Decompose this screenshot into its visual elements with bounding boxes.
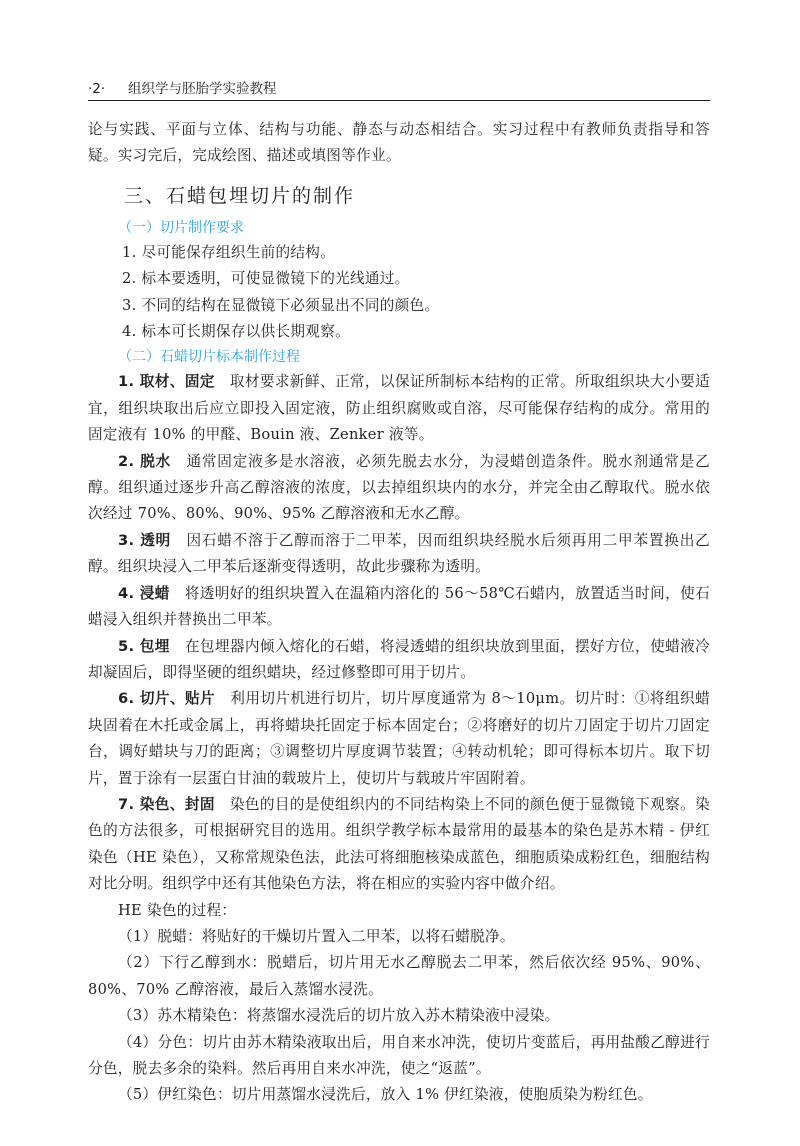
subsection-title-1: （一）切片制作要求 bbox=[118, 219, 244, 236]
book-title: 组织学与胚胎学实验教程 bbox=[128, 81, 277, 97]
he-step: （2）下行乙醇到水：脱蜡后，切片用无水乙醇脱去二甲苯，然后依次经 95%、90%、80%、70% 乙醇溶液，最后入蒸馏水浸洗。 bbox=[88, 954, 710, 998]
step-text: 因石蜡不溶于乙醇而溶于二甲苯，因而组织块经脱水后须再用二甲苯置换出乙醇。组织块浸入二甲苯后逐渐变得透明，故此步骤称为透明。 bbox=[88, 531, 710, 576]
requirement-item: 3. 不同的结构在显微镜下必须显出不同的颜色。 bbox=[122, 296, 440, 314]
procedure-step bbox=[88, 449, 710, 528]
procedure-step bbox=[88, 528, 710, 581]
subsection-title-2: （二）石蜡切片标本制作过程 bbox=[118, 349, 300, 366]
step-text: 利用切片机进行切片，切片厚度通常为 8～10μm。切片时：①将组织蜡块固着在木托或金属上，再将蜡块托固定于标本固定台；②将磨好的切片刀固定于切片刀固定台，调好蜡块与刀的距离；③调整切片厚度调节装置；④转动机轮；即可得标本切片。取下切片，置于涂有一层蛋白甘油的载玻片上，使切片与载玻片牢固附着。 bbox=[88, 690, 710, 787]
procedure-step bbox=[88, 581, 710, 634]
step-text: 染色的目的是使组织内的不同结构染上不同的颜色便于显微镜下观察。染色的方法很多，可根据研究目的选用。组织学教学标本最常用的最基本的染色是苏木精 - 伊红染色（HE 染色），又称常规染色法，此法可将细胞核染成蓝色，细胞质染成粉红色，细胞结构对比分明。组织学中还有其他染色方法，将在相应的实验内容中做介绍。 bbox=[88, 795, 710, 893]
he-step: （1）脱蜡：将贴好的干燥切片置入二甲苯，以将石蜡脱净。 bbox=[118, 927, 515, 945]
step-term: 6. 切片、贴片 bbox=[118, 690, 216, 708]
procedure-step bbox=[88, 369, 710, 448]
step-term: 1. 取材、固定 bbox=[118, 373, 215, 391]
he-step: （3）苏木精染色：将蒸馏水浸洗后的切片放入苏木精染液中浸染。 bbox=[118, 1007, 560, 1025]
step-term: 2. 脱水 bbox=[118, 452, 172, 470]
page-number: ·2· bbox=[88, 81, 106, 97]
step-text: 在包埋器内倾入熔化的石蜡，将浸透蜡的组织块放到里面，摆好方位，使蜡液冷却凝固后，即得坚硬的组织蜡块，经过修整即可用于切片。 bbox=[88, 637, 710, 681]
step-text: 通常固定液多是水溶液，必须先脱去水分，为浸蜡创造条件。脱水剂通常是乙醇。组织通过逐步升高乙醇溶液的浓度，以去掉组织块内的水分，并完全由乙醇取代。脱水依次经过 70%、80%、90%、95% 乙醇溶液和无水乙醇。 bbox=[88, 452, 710, 523]
step-term: 4. 浸蜡 bbox=[118, 584, 170, 602]
step-term: 7. 染色、封固 bbox=[118, 795, 215, 813]
procedure-step bbox=[88, 686, 710, 792]
intro-paragraph: 论与实践、平面与立体、结构与功能、静态与动态相结合。实习过程中有教师负责指导和答疑。实习完后，完成绘图、描述或填图等作业。 bbox=[88, 121, 710, 165]
step-term: 5. 包埋 bbox=[118, 637, 170, 655]
procedure-step bbox=[88, 792, 710, 898]
header-rule bbox=[88, 100, 710, 101]
step-term: 3. 透明 bbox=[118, 531, 172, 549]
requirement-item: 4. 标本可长期保存以供长期观察。 bbox=[122, 323, 350, 341]
step-text: 取材要求新鲜、正常，以保证所制标本结构的正常。所取组织块大小要适宜，组织块取出后应立即投入固定液，防止组织腐败或自溶，尽可能保存结构的成分。常用的固定液有 10% 的甲醛、Bouin 液、Zenker 液等。 bbox=[88, 373, 710, 444]
he-step: （4）分色：切片由苏木精染液取出后，用自来水冲洗，使切片变蓝后，再用盐酸乙醇进行分色，脱去多余的染料。然后再用自来水冲洗，使之“返蓝”。 bbox=[88, 1033, 710, 1077]
requirement-item: 2. 标本要透明，可使显微镜下的光线通过。 bbox=[122, 270, 410, 288]
he-heading: HE 染色的过程： bbox=[118, 901, 237, 919]
section-title: 三、石蜡包埋切片的制作 bbox=[124, 184, 356, 207]
procedure-step bbox=[88, 634, 710, 687]
he-step: （5）伊红染色：切片用蒸馏水浸洗后，放入 1% 伊红染液，使胞质染为粉红色。 bbox=[118, 1086, 653, 1104]
running-header bbox=[88, 78, 710, 100]
page-body bbox=[88, 117, 710, 1109]
step-text: 将透明好的组织块置入在温箱内溶化的 56～58℃石蜡内，放置适当时间，使石蜡浸入组织并替换出二甲苯。 bbox=[88, 584, 710, 629]
requirement-item: 1. 尽可能保存组织生前的结构。 bbox=[122, 243, 336, 261]
